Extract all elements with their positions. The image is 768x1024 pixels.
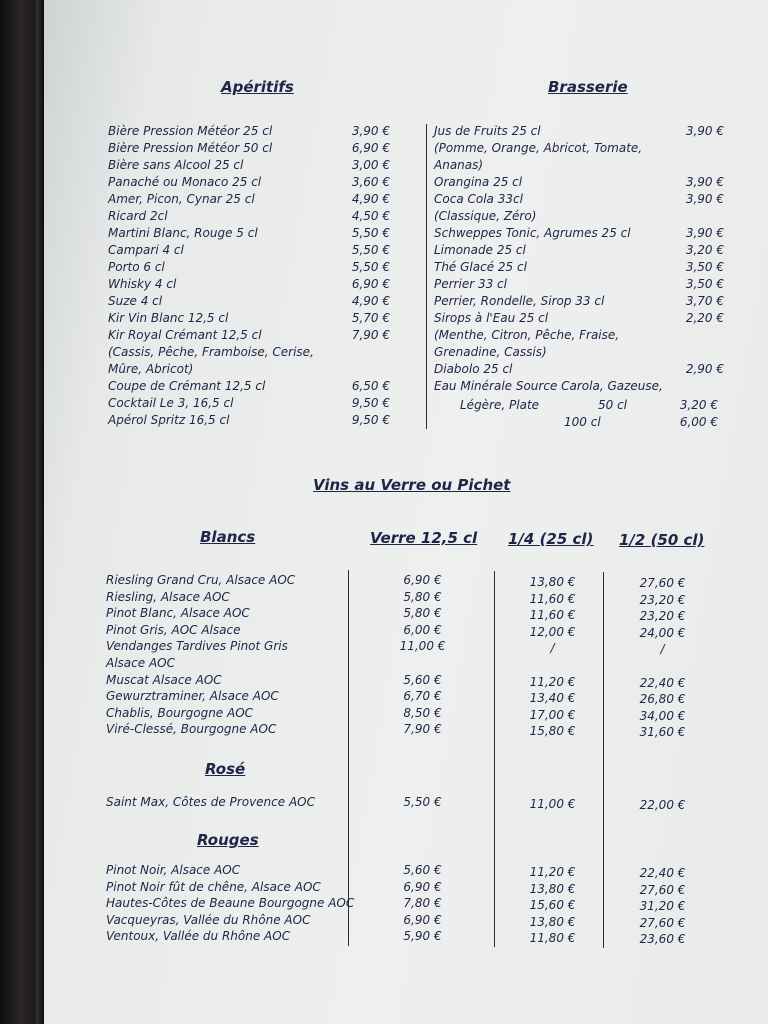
brasserie-title: Brasserie bbox=[548, 78, 628, 96]
menu-item-price: 3,90 € bbox=[685, 175, 724, 189]
wine-name: Vacqueyras, Vallée du Rhône AOC bbox=[106, 912, 311, 927]
menu-item-name: Bière sans Alcool 25 cl bbox=[108, 158, 244, 172]
menu-item-price: 5,50 € bbox=[351, 260, 390, 274]
wine-half-price: 34,00 € bbox=[639, 708, 686, 723]
wine-divider-1 bbox=[348, 570, 349, 946]
wines-title: Vins au Verre ou Pichet bbox=[313, 476, 511, 494]
menu-item-price: 6,90 € bbox=[351, 141, 390, 155]
rose-title: Rosé bbox=[205, 760, 246, 778]
menu-item-name: Apérol Spritz 16,5 cl bbox=[108, 413, 230, 427]
water-row2-size: 100 cl bbox=[564, 415, 601, 429]
wine-name: Gewurztraminer, Alsace AOC bbox=[106, 689, 279, 704]
wine-half-price: 27,60 € bbox=[639, 915, 686, 930]
menu-item-name: Jus de Fruits 25 cl bbox=[434, 124, 541, 138]
column-divider bbox=[426, 124, 427, 429]
menu-item-price: 5,70 € bbox=[351, 311, 390, 325]
wine-quarter-price: 13,80 € bbox=[529, 914, 576, 929]
menu-item-name: Eau Minérale Source Carola, Gazeuse, bbox=[434, 379, 663, 393]
menu-item-name: (Menthe, Citron, Pêche, Fraise, bbox=[434, 328, 620, 342]
wine-quarter-price: 15,60 € bbox=[529, 898, 576, 912]
wine-half-price: 26,80 € bbox=[639, 692, 686, 707]
wine-glass-price: 5,80 € bbox=[403, 606, 442, 621]
wine-quarter-price: 11,00 € bbox=[529, 797, 576, 811]
menu-item-name: Ananas) bbox=[434, 158, 484, 172]
wine-name: Riesling, Alsace AOC bbox=[106, 589, 230, 604]
wine-name: Pinot Noir, Alsace AOC bbox=[106, 863, 241, 877]
wine-glass-price: 8,50 € bbox=[403, 705, 442, 720]
menu-item-price: 4,90 € bbox=[351, 192, 390, 206]
menu-item-price: 3,50 € bbox=[685, 277, 724, 291]
wine-quarter-price: 15,80 € bbox=[529, 724, 576, 739]
wine-quarter-price: 11,80 € bbox=[529, 931, 576, 945]
menu-item-name: Cocktail Le 3, 16,5 cl bbox=[108, 396, 234, 410]
col-half-header: 1/2 (50 cl) bbox=[619, 531, 705, 549]
wine-glass-price: 5,60 € bbox=[403, 863, 442, 877]
menu-item-name: Schweppes Tonic, Agrumes 25 cl bbox=[434, 226, 631, 240]
menu-item-name: Amer, Picon, Cynar 25 cl bbox=[108, 192, 255, 206]
menu-item-name: Porto 6 cl bbox=[108, 260, 165, 274]
wine-half-price: 23,60 € bbox=[639, 932, 686, 946]
menu-item-name: Coca Cola 33cl bbox=[434, 192, 523, 206]
rouges-title: Rouges bbox=[197, 831, 259, 849]
menu-item-price: 5,50 € bbox=[351, 243, 390, 257]
menu-item-name: Bière Pression Météor 50 cl bbox=[108, 141, 273, 155]
wine-name: Muscat Alsace AOC bbox=[106, 672, 222, 687]
wine-half-price: 22,40 € bbox=[639, 866, 686, 880]
menu-item-price: 6,90 € bbox=[351, 277, 390, 291]
wine-name: Ventoux, Vallée du Rhône AOC bbox=[106, 929, 291, 943]
wine-half-price: 31,20 € bbox=[639, 899, 686, 913]
menu-item-name: Perrier, Rondelle, Sirop 33 cl bbox=[434, 294, 605, 308]
menu-item-name: Sirops à l'Eau 25 cl bbox=[434, 311, 549, 325]
wine-divider-2 bbox=[494, 571, 495, 947]
wine-name: Riesling Grand Cru, Alsace AOC bbox=[106, 573, 296, 587]
menu-item-name: (Classique, Zéro) bbox=[434, 209, 537, 223]
wine-quarter-price: 13,80 € bbox=[529, 575, 576, 589]
wine-half-price: 31,60 € bbox=[639, 725, 686, 740]
menu-item-name: Mûre, Abricot) bbox=[108, 362, 194, 376]
menu-item-price: 3,00 € bbox=[351, 158, 390, 172]
menu-item-price: 2,90 € bbox=[685, 362, 724, 376]
wine-quarter-price: 13,80 € bbox=[529, 881, 576, 896]
menu-item-name: Orangina 25 cl bbox=[434, 175, 523, 189]
wine-name: Pinot Gris, AOC Alsace bbox=[106, 622, 241, 637]
wine-name: Saint Max, Côtes de Provence AOC bbox=[106, 795, 315, 809]
menu-item-name: Ricard 2cl bbox=[108, 209, 168, 223]
wine-name: Alsace AOC bbox=[106, 656, 175, 670]
menu-item-price: 3,20 € bbox=[685, 243, 724, 257]
wine-quarter-price: 11,20 € bbox=[529, 865, 576, 879]
blancs-title: Blancs bbox=[200, 528, 256, 546]
wine-half-price: 24,00 € bbox=[639, 625, 686, 640]
menu-item-price: 9,50 € bbox=[351, 413, 390, 427]
menu-item-price: 9,50 € bbox=[351, 396, 390, 410]
wine-half-price: 23,20 € bbox=[639, 609, 686, 624]
menu-item-name: Coupe de Crémant 12,5 cl bbox=[108, 379, 266, 393]
menu-item-name: Panaché ou Monaco 25 cl bbox=[108, 175, 262, 189]
wine-name: Chablis, Bourgogne AOC bbox=[106, 705, 254, 720]
wine-name: Viré-Clessé, Bourgogne AOC bbox=[106, 722, 277, 737]
menu-item-price: 3,90 € bbox=[685, 124, 724, 138]
col-quarter-header: 1/4 (25 cl) bbox=[508, 530, 594, 548]
wine-glass-price: 6,90 € bbox=[403, 879, 442, 894]
wine-name: Hautes-Côtes de Beaune Bourgogne AOC bbox=[106, 896, 355, 910]
menu-item-name: (Pomme, Orange, Abricot, Tomate, bbox=[434, 141, 643, 155]
wine-quarter-price: / bbox=[550, 641, 555, 656]
wine-glass-price: 5,50 € bbox=[403, 795, 442, 809]
menu-item-price: 4,90 € bbox=[351, 294, 390, 308]
binder-edge bbox=[36, 0, 44, 1024]
wine-glass-price: 6,00 € bbox=[403, 622, 442, 637]
wine-quarter-price: 11,60 € bbox=[529, 608, 576, 623]
menu-item-name: Suze 4 cl bbox=[108, 294, 163, 308]
menu-item-price: 4,50 € bbox=[351, 209, 390, 223]
wine-name: Pinot Blanc, Alsace AOC bbox=[106, 606, 250, 621]
menu-item-name: Bière Pression Météor 25 cl bbox=[108, 124, 273, 138]
menu-item-price: 2,20 € bbox=[685, 311, 724, 325]
wine-half-price: 22,40 € bbox=[639, 675, 686, 690]
wine-glass-price: 5,60 € bbox=[403, 672, 442, 687]
menu-item-price: 6,50 € bbox=[351, 379, 390, 393]
wine-quarter-price: 11,60 € bbox=[529, 591, 576, 606]
wine-quarter-price: 12,00 € bbox=[529, 624, 576, 639]
menu-item-name: (Cassis, Pêche, Framboise, Cerise, bbox=[108, 345, 314, 359]
menu-item-name: Kir Vin Blanc 12,5 cl bbox=[108, 311, 229, 325]
menu-item-name: Kir Royal Crémant 12,5 cl bbox=[108, 328, 262, 342]
wine-glass-price: 6,90 € bbox=[403, 573, 442, 587]
menu-item-name: Thé Glacé 25 cl bbox=[434, 260, 527, 274]
menu-item-name: Diabolo 25 cl bbox=[434, 362, 513, 376]
wine-half-price: 27,60 € bbox=[639, 882, 686, 897]
menu-item-price: 7,90 € bbox=[351, 328, 390, 342]
wine-glass-price: 7,80 € bbox=[403, 896, 442, 910]
menu-item-price: 3,90 € bbox=[351, 124, 390, 138]
water-row-name: Légère, Plate bbox=[460, 398, 540, 412]
menu-item-name: Limonade 25 cl bbox=[434, 243, 526, 257]
wine-glass-price: 5,80 € bbox=[403, 589, 442, 604]
menu-item-name: Martini Blanc, Rouge 5 cl bbox=[108, 226, 258, 240]
wine-glass-price: 7,90 € bbox=[403, 722, 442, 737]
col-glass-header: Verre 12,5 cl bbox=[370, 529, 478, 547]
wine-half-price: 22,00 € bbox=[639, 798, 686, 812]
wine-half-price: 23,20 € bbox=[639, 592, 686, 607]
wine-divider-3 bbox=[603, 572, 604, 948]
wine-quarter-price: 13,40 € bbox=[529, 691, 576, 706]
wine-glass-price: 5,90 € bbox=[403, 929, 442, 943]
water-row2-price: 6,00 € bbox=[679, 415, 718, 429]
menu-item-price: 3,90 € bbox=[685, 192, 724, 206]
menu-item-name: Whisky 4 cl bbox=[108, 277, 177, 291]
menu-item-name: Grenadine, Cassis) bbox=[434, 345, 547, 359]
wine-glass-price: 11,00 € bbox=[399, 639, 446, 654]
wine-quarter-price: 17,00 € bbox=[529, 707, 576, 722]
menu-item-price: 3,90 € bbox=[685, 226, 724, 240]
wine-name: Pinot Noir fût de chêne, Alsace AOC bbox=[106, 879, 321, 894]
aperitifs-title: Apéritifs bbox=[221, 78, 294, 96]
wine-half-price: 27,60 € bbox=[639, 576, 686, 590]
menu-item-price: 3,50 € bbox=[685, 260, 724, 274]
menu-item-price: 3,70 € bbox=[685, 294, 724, 308]
wine-name: Vendanges Tardives Pinot Gris bbox=[106, 639, 288, 654]
menu-item-name: Perrier 33 cl bbox=[434, 277, 507, 291]
water-row-price: 3,20 € bbox=[679, 398, 718, 412]
wine-glass-price: 6,70 € bbox=[403, 689, 442, 704]
wine-quarter-price: 11,20 € bbox=[529, 674, 576, 689]
menu-item-name: Campari 4 cl bbox=[108, 243, 184, 257]
wine-half-price: / bbox=[660, 642, 665, 657]
wine-glass-price: 6,90 € bbox=[403, 912, 442, 927]
water-row-size: 50 cl bbox=[598, 398, 628, 412]
menu-item-price: 5,50 € bbox=[351, 226, 390, 240]
menu-item-price: 3,60 € bbox=[351, 175, 390, 189]
